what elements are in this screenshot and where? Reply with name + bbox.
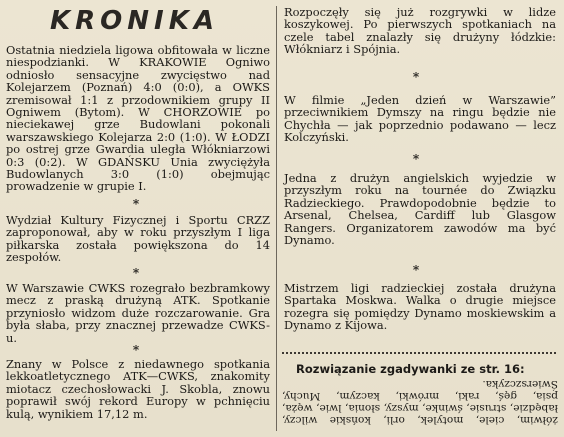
article-soviet-league: Mistrzem ligi radzieckiej została drużyna Spartaka Moskwa. Walka o drugie miejsce rozegra się pomiędzy Dynamo moskiewskim a Dynamo z Kijowa. — [284, 281, 556, 333]
article-football-league: Ostatnia niedziela ligowa obfitowała w liczne niespodzianki. W KRAKOWIE Ogniwo odniosło sensacyjne zwycięstwo nad Kolejarzem (Poznań) 4:0 (0:0), a OWKS zremisował 1:1 z przodownikiem grupy II Ogniwem (Bytom). W CHORZOWIE po nieciekawej grze Budowlani pokonali warszawskiego Kolejarza 2:0 (1:0). W ŁODZI po ostrej grze Gwardia uległa Włókniarzowi 0:3 (0:2). W GDAŃSKU Unia zwyciężyła Budowlanych 3:0 (1:0) obejmując prowadzenie w grupie I. — [6, 43, 270, 194]
separator-star: * — [132, 197, 140, 211]
article-film-dymsza: W filmie „Jeden dzień w Warszawie” przeciwnikiem Dymszy na ringu będzie nie Chychła — jak poprzednio podawano — lecz Kolczyński. — [284, 93, 556, 145]
separator-star: * — [412, 263, 420, 277]
right-column — [280, 0, 560, 437]
separator-star: * — [412, 70, 420, 84]
article-league-expansion: Wydział Kultury Fizycznej i Sportu CRZZ zaproponował, aby w roku przyszłym I liga piłkarska została powiększona do 14 zespołów. — [6, 213, 270, 265]
article-skobla-record: Znany w Polsce z niedawnego spotkania lekkoatletycznego ATK—CWKS, znakomity miotacz czechosłowacki J. Skobla, znowu poprawił swój rekord Europy w pchnięciu kulą, wynikiem 17,12 m. — [6, 357, 270, 421]
answer-text-upside-down: żółwim, ciele, motylek, orli, końskie wilczy, łabędzie, strusie, świnke, myszy, słonia, lwie, węża, psia, gęś, raki, mrówki, kaczym, Muchy, Świerszczyka. — [282, 378, 558, 426]
answer-title: Rozwiązanie zgadywanki ze str. 16: — [296, 362, 525, 376]
article-english-tour: Jedna z drużyn angielskich wyjedzie w przyszłym roku na tournée do Związku Radzieckiego. Prawdopodobnie będzie to Arsenal, Chelsea, Cardiff lub Glasgow Rangers. Organizatorem zawodów ma być Dynamo. — [284, 171, 556, 248]
left-column — [6, 0, 274, 437]
separator-star: * — [412, 152, 420, 166]
section-masthead: KRONIKA — [50, 6, 219, 36]
answer-divider — [282, 352, 558, 354]
separator-star: * — [132, 343, 140, 357]
article-cwks-match: W Warszawie CWKS rozegrało bezbramkowy mecz z praską drużyną ATK. Spotkanie przyniosło widzom duże rozczarowanie. Gra była słaba, przy znacznej przewadze CWKS-u. — [6, 281, 270, 345]
column-divider — [276, 6, 277, 431]
article-basketball-league: Rozpoczęły się już rozgrywki w lidze koszykowej. Po pierwszych spotkaniach na czele tabel znalazły się drużyny łódzkie: Włókniarz i Spójnia. — [284, 5, 556, 57]
separator-star: * — [132, 266, 140, 280]
